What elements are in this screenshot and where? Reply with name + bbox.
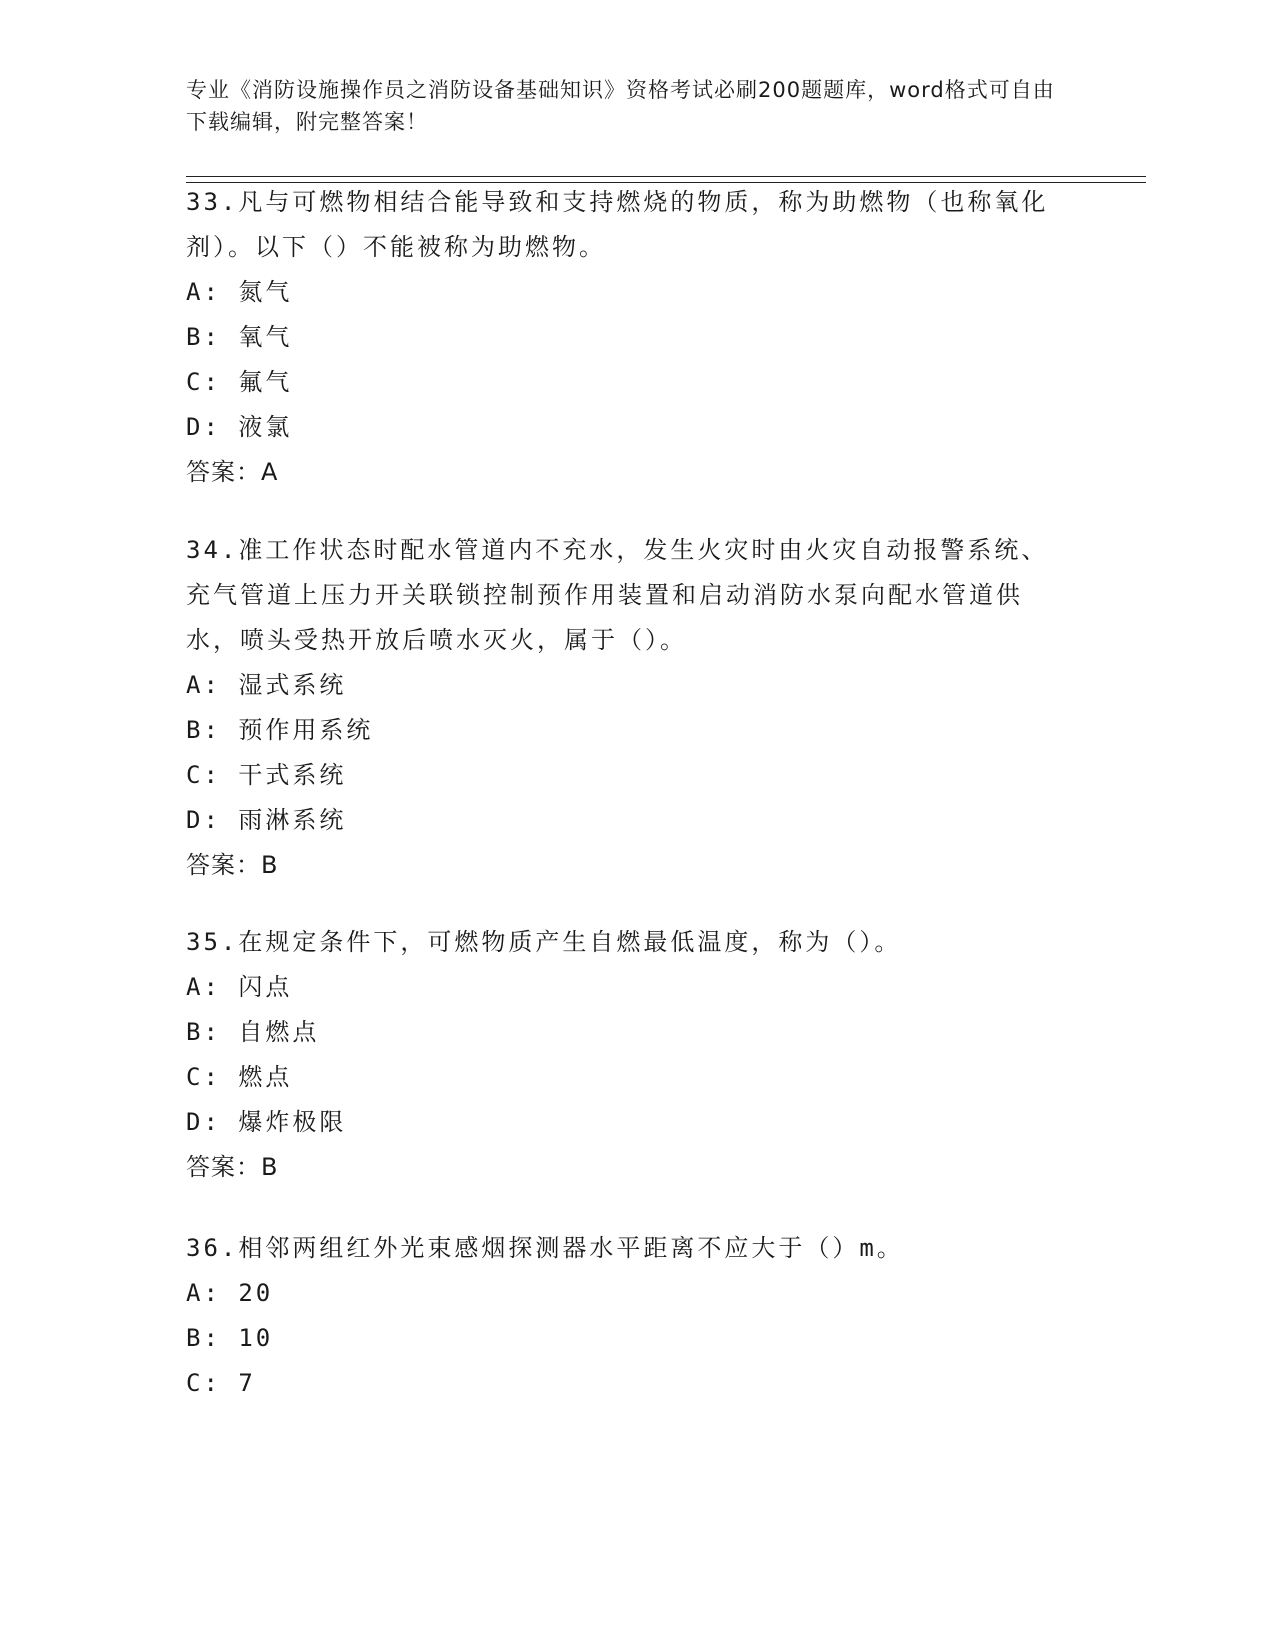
option-a: A: 湿式系统	[186, 671, 347, 699]
question-text: 35.在规定条件下，可燃物质产生自燃最低温度，称为（）。	[186, 928, 902, 956]
question-text: 34.准工作状态时配水管道内不充水，发生火灾时由火灾自动报警系统、充气管道上压力开关联锁控制预作用装置和启动消防水泵向配水管道供水，喷头受热开放后喷水灭火，属于（）。	[186, 536, 1049, 654]
option-c: C: 干式系统	[186, 761, 347, 789]
option-d: D: 爆炸极限	[186, 1108, 347, 1136]
question-text: 33.凡与可燃物相结合能导致和支持燃烧的物质，称为助燃物（也称氧化剂）。以下（）不能被称为助燃物。	[186, 188, 1049, 261]
question-34	[186, 528, 1066, 888]
option-d: D: 雨淋系统	[186, 806, 347, 834]
answer: 答案：B	[186, 1153, 279, 1181]
question-36	[186, 1226, 1066, 1406]
question-33	[186, 180, 1066, 495]
option-c: C: 氟气	[186, 368, 293, 396]
option-a: A: 闪点	[186, 973, 293, 1001]
option-b: B: 氧气	[186, 323, 293, 351]
document-header	[186, 74, 1066, 138]
option-c: C: 7	[186, 1369, 256, 1397]
answer: 答案：B	[186, 851, 279, 879]
option-b: B: 自燃点	[186, 1018, 320, 1046]
option-b: B: 10	[186, 1324, 274, 1352]
option-d: D: 液氯	[186, 413, 293, 441]
option-c: C: 燃点	[186, 1063, 293, 1091]
option-b: B: 预作用系统	[186, 716, 374, 744]
option-a: A: 氮气	[186, 278, 293, 306]
question-35	[186, 920, 1066, 1190]
option-a: A: 20	[186, 1279, 274, 1307]
question-text: 36.相邻两组红外光束感烟探测器水平距离不应大于（）m。	[186, 1234, 904, 1262]
answer: 答案：A	[186, 458, 279, 486]
header-title: 专业《消防设施操作员之消防设备基础知识》资格考试必刷200题题库，word格式可自由下载编辑，附完整答案！	[186, 78, 1055, 134]
